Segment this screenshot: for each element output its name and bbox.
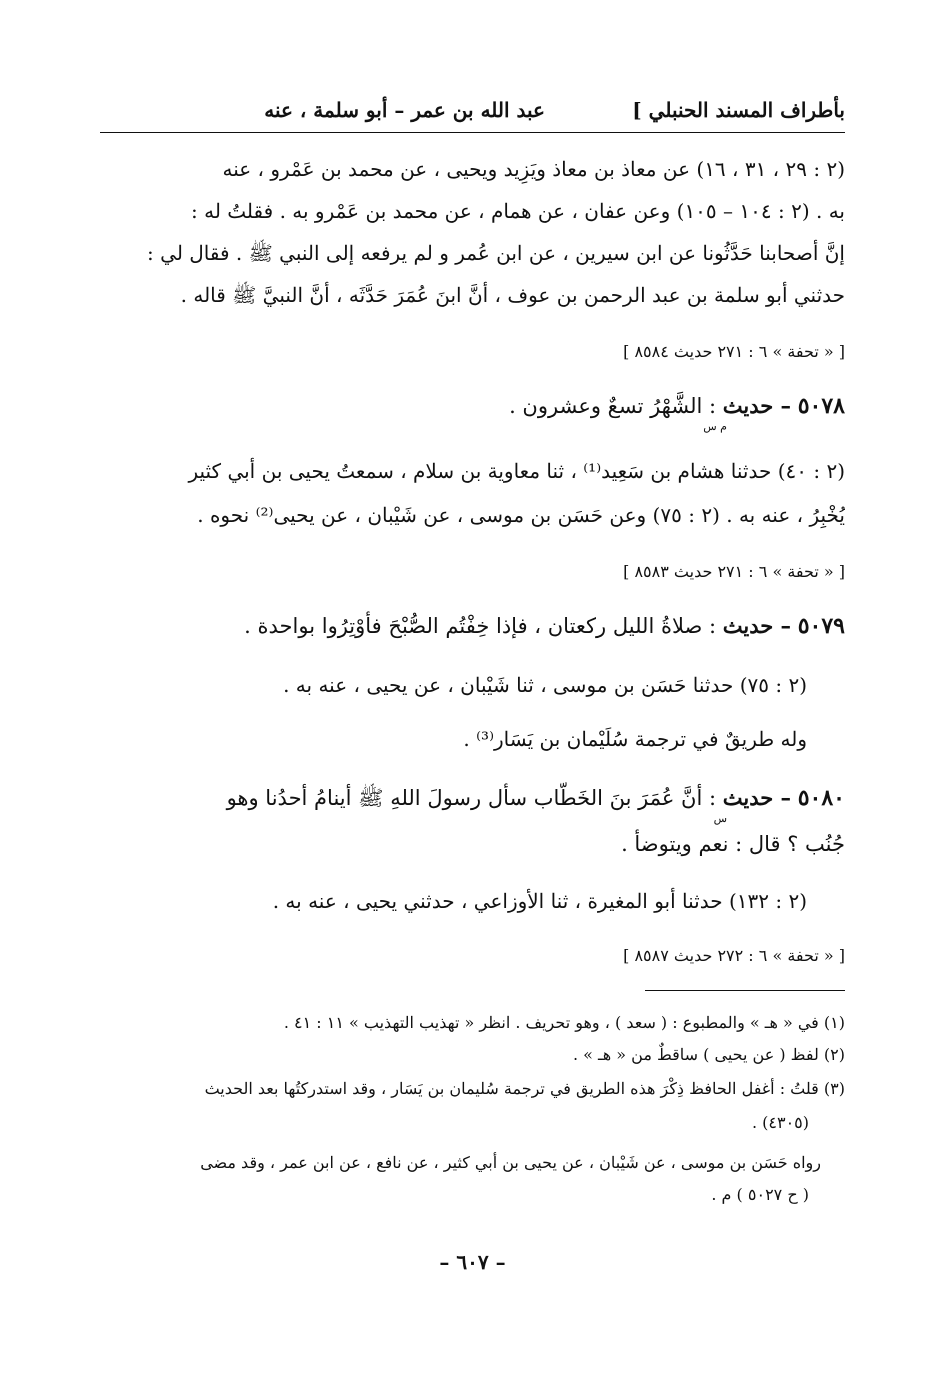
footnote: ( ح ٥٠٢٧ ) م . [711,1185,809,1204]
running-header [100,88,845,133]
text-line: يُخْبِرُ ، عنه به . (٢ : ٧٥) وعن حَسَن بن موسى ، عن شَيْبان ، عن يحيى⁽²⁾ نحوه . [197,503,845,527]
hadith-label: – حديث [722,613,792,638]
page [100,88,845,1338]
text-line: به . (٢ : ١٠٤ – ١٠٥) وعن عفان ، عن همام ، عن محمد بن عَمْرو به . فقلتُ له : [191,199,845,223]
hadith-heading-5080 [100,782,845,814]
footnote-separator [645,990,845,991]
text-line: (٢ : ٤٠) حدثنا هشام بن سَعِيد⁽¹⁾ ، ثنا معاوية بن سلام ، سمعتُ يحيى بن أبي كثير [188,459,845,483]
hadith-matn-continued: جُنُب ؟ قال : نعم ويتوضأ . [621,832,845,856]
hadith-number: ٥٠٧٩ [797,613,845,639]
hadith-matn: : صلاةُ الليل ركعتان ، فإذا خِفْتُم الصُّبْحَ فأَوْتِرُوا بواحدة . [244,614,717,638]
text-line: (٢ : ٢٩ ، ٣١ ، ١٦) عن معاذ بن معاذ ويَزِيد ويحيى ، عن محمد بن عَمْرو ، عنه [222,157,845,181]
hadith-matn: : أنَّ عُمَرَ بنَ الخَطَّاب سأل رسولَ اللهِ ﷺ أينامُ أحدُنا وهو [226,786,717,810]
hadith-label: – حديث [722,785,792,810]
footnote: (٤٣٠٥) . [751,1113,809,1132]
tuhfa-reference: [ « تحفة » ٦ : ٢٧١ حديث ٨٥٨٣ ] [623,562,845,581]
hadith-heading-5079 [100,610,845,642]
footnote: (٢) لفظ ( عن يحيى ) ساقطٌ من « هـ » . [573,1045,845,1064]
text-line: (٢ : ١٣٢) حدثنا أبو المغيرة ، ثنا الأوزاعي ، حدثني يحيى ، عنه به . [272,889,807,913]
page-number: – ٦٠٧ – [439,1250,506,1274]
sigla: م س [703,420,727,433]
hadith-matn: : الشَّهْرُ تسعٌ وعشرون . [509,394,717,418]
footnote: (٣) قلتُ : أغفل الحافظ ذِكْرَ هذه الطريق في ترجمة سُليمان بن يَسَار ، وقد استدركتُها بعد الحديث [204,1079,845,1098]
text-line: حدثني أبو سلمة بن عبد الرحمن بن عوف ، أنَّ ابنَ عُمَرَ حَدَّثَه ، أنَّ النبيَّ ﷺ قاله . [180,283,845,307]
hadith-number: ٥٠٧٨ [797,393,845,419]
footnote: رواه حَسَن بن موسى ، عن شَيْبان ، عن يحيى بن أبي كثير ، عن نافع ، عن ابن عمر ، وقد مضى [200,1153,821,1172]
footnote: (١) في « هـ » والمطبوع : ( سعد ) ، وهو تحريف . انظر « تهذيب التهذيب » ١١ : ٤١ . [283,1013,845,1032]
tuhfa-reference: [ « تحفة » ٦ : ٢٧٢ حديث ٨٥٨٧ ] [623,946,845,965]
hadith-label: – حديث [722,393,792,418]
text-line: إنَّ أصحابنا حَدَّثُونا عن ابن سيرين ، عن ابن عُمر و لم يرفعه إلى النبي ﷺ . فقال لي : [147,241,845,265]
header-chapter-title: عبد الله بن عمر – أبو سلمة ، عنه [264,98,545,122]
hadith-heading-5078 [100,390,845,422]
sigla: س [713,812,727,825]
tuhfa-reference: [ « تحفة » ٦ : ٢٧١ حديث ٨٥٨٤ ] [623,342,845,361]
header-book-title: بأطراف المسند الحنبلي ] [632,98,845,122]
hadith-number: ٥٠٨٠ [797,785,845,811]
text-line: وله طريقٌ في ترجمة سُلَيْمان بن يَسَار⁽³⁾ . [463,727,807,751]
text-line: (٢ : ٧٥) حدثنا حَسَن بن موسى ، ثنا شَيْبان ، عن يحيى ، عنه به . [283,673,807,697]
